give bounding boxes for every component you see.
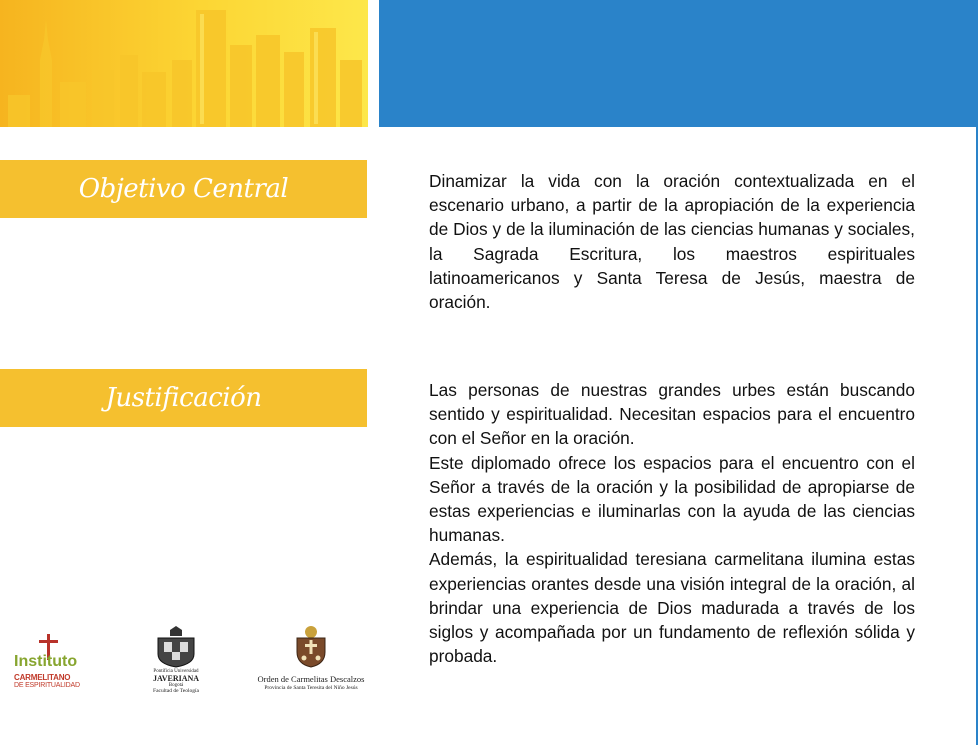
logo-instituto-word: Instituto — [14, 653, 78, 670]
logo-instituto-line2: DE ESPIRITUALIDAD — [14, 682, 80, 689]
carmelite-shield-icon — [291, 624, 331, 668]
logo-carmelitas-line2: Provincia de Santa Teresita del Niño Jesús — [264, 685, 358, 691]
paragraph: Además, la espiritualidad teresiana carmelitana ilumina estas experiencias orantes desde una visión integral de la oración, al brindar una experiencia de Dios madurada a través de los siglos y acompañada por un fundamento de reflexión sólida y probada. — [429, 549, 915, 667]
logo-instituto-carmelitano — [12, 632, 98, 694]
city-skyline-icon — [0, 0, 368, 127]
logo-javeriana — [148, 624, 204, 696]
paragraph: Dinamizar la vida con la oración contextualizada en el escenario urbano, a partir de la apropiación de la experiencia de Dios y de la iluminación de las ciencias humanas y sociales, la Sagrada Escritura, los maestros espirituales latinoamericanos y Santa Teresa de Jesús, maestra de oración. — [429, 171, 915, 313]
logo-javeriana-line3: Bogotá — [168, 683, 184, 688]
section-body-justificacion — [429, 378, 915, 668]
logo-javeriana-line2: JAVERIANA — [152, 674, 200, 683]
section-body-objetivo — [429, 169, 915, 314]
crest-icon — [148, 624, 204, 668]
logo-javeriana-line1: Pontificia Universidad — [153, 669, 199, 674]
section-title-justificacion: Justificación — [0, 369, 367, 427]
logo-instituto-line1: CARMELITANO — [14, 673, 71, 682]
section-title-objetivo: Objetivo Central — [0, 160, 367, 218]
logo-javeriana-line4: Facultad de Teología — [153, 688, 199, 694]
paragraph: Este diplomado ofrece los espacios para el encuentro con el Señor a través de la oración y la posibilidad de apropiarse de estas experiencias e iluminarlas con la ayuda de las ciencias humanas. — [429, 452, 915, 546]
header-blue-banner — [379, 0, 978, 127]
paragraph: Las personas de nuestras grandes urbes están buscando sentido y espiritualidad. Necesitan espacios para el encuentro con el Señor en la oración. — [429, 380, 915, 449]
logo-carmelitas-descalzos — [252, 624, 370, 696]
logo-carmelitas-line1: Orden de Carmelitas Descalzos — [257, 674, 365, 684]
header-yellow-banner — [0, 0, 368, 127]
